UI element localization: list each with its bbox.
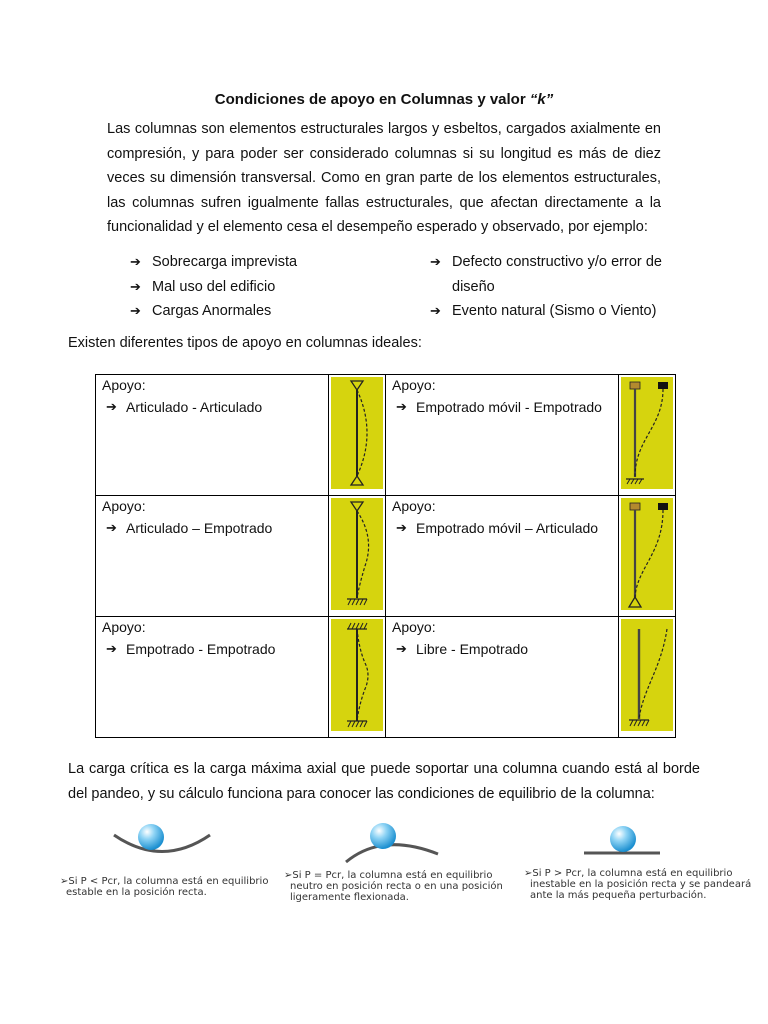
arrow-icon: ➔ [106,641,117,656]
pinned-fixed-diagram [331,498,383,610]
title-text: Condiciones de apoyo en Columnas y valor [214,91,530,108]
arrow-icon: ➔ [396,520,407,535]
equilibrium-caption-neutral: ➢Si P = Pcr, la columna está en equilibrio neutro en posición recta o en una posición ligeramente flexionada. [284,870,503,903]
arrow-icon: ➔ [130,278,141,294]
support-type: Articulado – Empotrado [126,520,273,536]
support-intro: Existen diferentes tipos de apoyo en columnas ideales: [68,335,422,351]
arrow-icon: ➔ [430,303,441,318]
list-item: ➔ Evento natural (Sismo o Viento) [430,299,662,324]
page-title [0,91,768,108]
arrow-icon: ➔ [130,303,141,318]
equilibrium-caption-unstable: ➢Si P > Pcr, la columna está en equilibrio inestable en la posición recta y se pandeará ante la más pequeña perturbación. [524,868,752,901]
table-row [96,496,676,617]
support-cell: Apoyo: ➔ Libre - Empotrado [386,617,619,738]
fixed-fixed-diagram [331,619,383,731]
stable-equilibrium-icon [110,818,215,868]
support-cell: Apoyo: ➔ Articulado - Articulado [96,375,329,496]
arrow-icon: ➔ [396,641,407,656]
list-item: ➔ Sobrecarga imprevista [130,250,380,275]
list-item: ➔ Cargas Anormales [130,299,380,324]
pinned-pinned-diagram [331,377,383,489]
support-cell: Apoyo: ➔ Empotrado - Empotrado [96,617,329,738]
arrow-icon: ➔ [106,399,117,414]
support-cell: Apoyo: ➔ Empotrado móvil - Empotrado [386,375,619,496]
arrow-icon: ➔ [106,520,117,535]
table-row [96,375,676,496]
table-row [96,617,676,738]
bullet-list-left [130,250,380,324]
support-type: Empotrado móvil – Articulado [416,520,599,536]
arrow-icon: ➔ [130,254,141,269]
support-cell: Apoyo: ➔ Articulado – Empotrado [96,496,329,617]
list-item: ➔ Defecto constructivo y/o error de diseño [430,250,662,299]
sliding-fixed-diagram [621,377,673,489]
title-k: “k” [529,91,554,108]
support-type: Libre - Empotrado [416,641,529,657]
neutral-equilibrium-icon [342,818,442,868]
support-type: Empotrado - Empotrado [126,641,276,657]
support-type: Empotrado móvil - Empotrado [416,399,602,415]
arrow-icon: ➔ [430,254,441,269]
equilibrium-caption-stable: ➢Si P < Pcr, la columna está en equilibrio estable en la posición recta. [60,876,269,898]
list-item: ➔ Mal uso del edificio [130,275,380,300]
bullet-list-right [430,250,662,324]
unstable-equilibrium-icon [582,822,662,862]
support-cell: Apoyo: ➔ Empotrado móvil – Articulado [386,496,619,617]
free-fixed-diagram [621,619,673,731]
sliding-pinned-diagram [621,498,673,610]
intro-paragraph: Las columnas son elementos estructurales largos y esbeltos, cargados axialmente en compresión, y para poder ser considerado columnas si su longitud es más de diez veces su dimensión transversal. Como en gran parte de los elementos estructurales, las columnas sufren igualmente fallas estructurales, que afectan directamente a la funcionalidad y el elemento cesa el desempeño esperado y observado, por ejemplo: [107,121,661,235]
support-table [95,374,676,738]
arrow-icon: ➔ [396,399,407,414]
critical-load-paragraph: La carga crítica es la carga máxima axial que puede soportar una columna cuando está al borde del pandeo, y su cálculo funciona para conocer las condiciones de equilibrio de la columna: [68,761,700,802]
support-type: Articulado - Articulado [126,399,263,415]
